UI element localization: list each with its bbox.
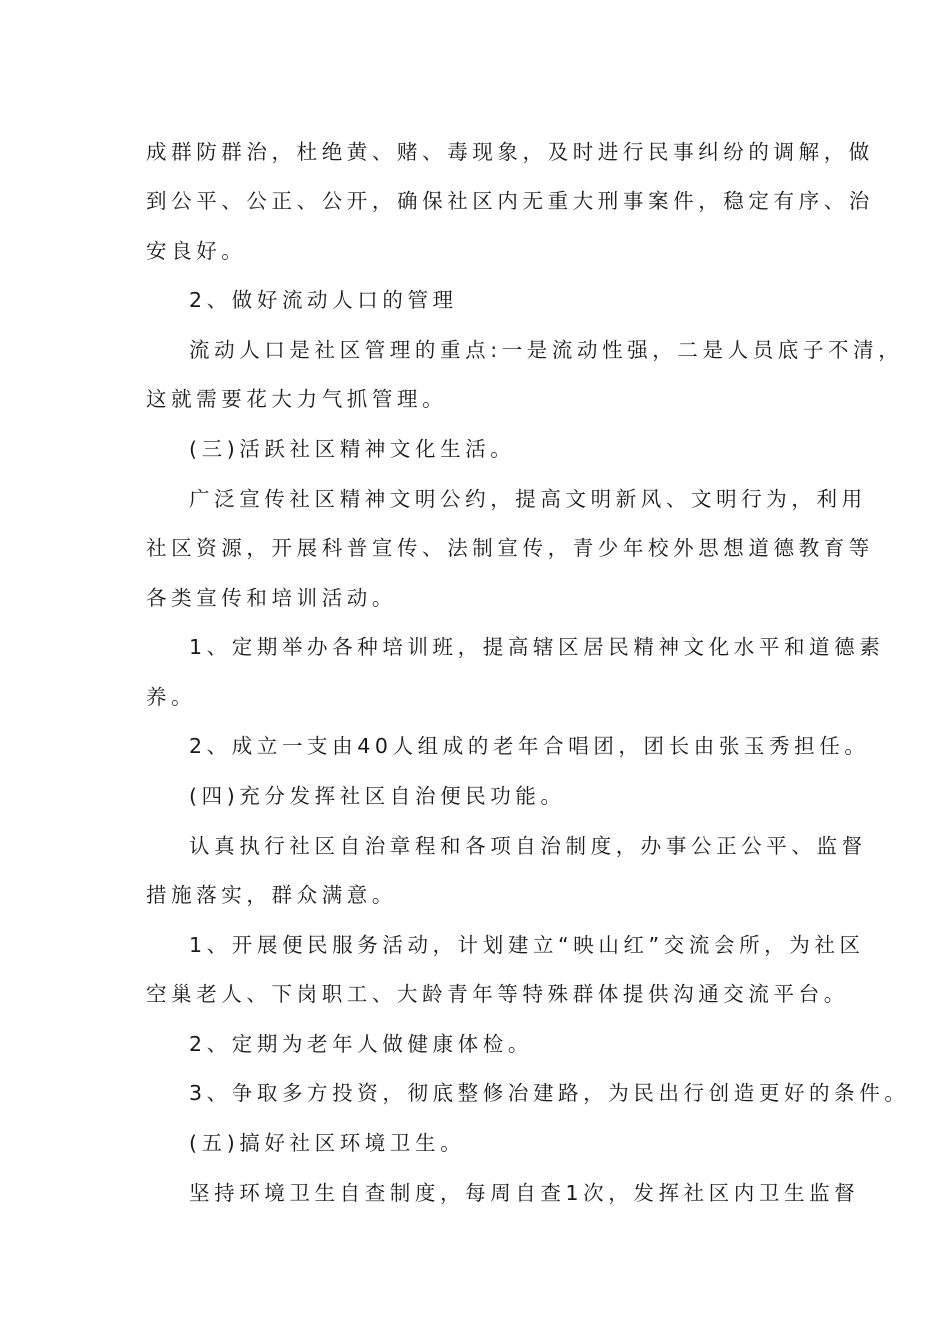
text-line: 2、做好流动人口的管理 — [189, 288, 458, 312]
text-line: 各类宣传和培训活动。 — [146, 586, 397, 610]
text-line: 空巢老人、下岗职工、大龄青年等特殊群体提供沟通交流平台。 — [146, 982, 849, 1006]
text-line: 措施落实，群众满意。 — [146, 883, 397, 907]
text-line: 到公平、公正、公开，确保社区内无重大刑事案件，稳定有序、治 — [146, 189, 874, 213]
text-line: 广泛宣传社区精神文明公约，提高文明新风、文明行为，利用 — [189, 487, 867, 511]
text-line: (三)活跃社区精神文化生活。 — [189, 437, 516, 461]
text-line: 2、成立一支由40人组成的老年合唱团，团长由张玉秀担任。 — [189, 734, 870, 758]
text-line: (五)搞好社区环境卫生。 — [189, 1131, 466, 1155]
text-line: 1、定期举办各种培训班，提高辖区居民精神文化水平和道德素 — [189, 635, 885, 659]
text-line: (四)充分发挥社区自治便民功能。 — [189, 784, 566, 808]
text-line: 社区资源，开展科普宣传、法制宣传，青少年校外思想道德教育等 — [146, 536, 874, 560]
text-line: 3、争取多方投资，彻底整修冶建路，为民出行创造更好的条件。 — [189, 1081, 910, 1105]
text-line: 1、开展便民服务活动，计划建立“映山红”交流会所，为社区 — [189, 933, 865, 957]
text-line: 坚持环境卫生自查制度，每周自查1次，发挥社区内卫生监督 — [189, 1181, 860, 1205]
text-line: 这就需要花大力气抓管理。 — [146, 387, 448, 411]
text-line: 安良好。 — [146, 239, 247, 263]
text-line: 成群防群治，杜绝黄、赌、毒现象，及时进行民事纠纷的调解，做 — [146, 140, 874, 164]
text-line: 2、定期为老年人做健康体检。 — [189, 1032, 533, 1056]
text-line: 流动人口是社区管理的重点:一是流动性强，二是人员底子不清， — [189, 338, 904, 362]
text-line: 养。 — [146, 685, 197, 709]
text-line: 认真执行社区自治章程和各项自治制度，办事公正公平、监督 — [189, 834, 867, 858]
